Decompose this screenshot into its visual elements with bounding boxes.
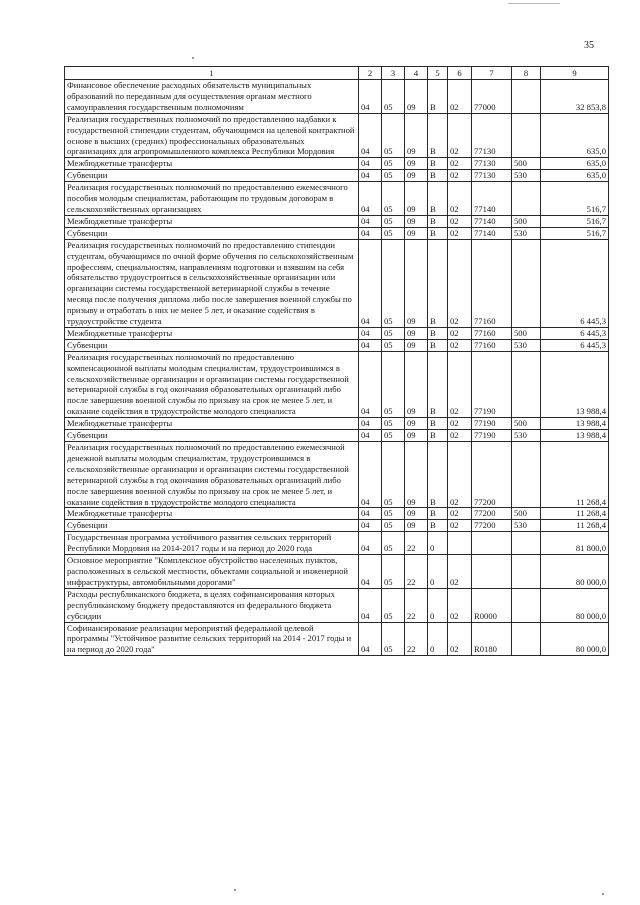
table-row [65,158,609,170]
code-col-6: 02 [448,215,472,227]
code-col-6: 02 [448,442,472,508]
code-col-2: 04 [359,418,382,430]
code-col-8 [512,532,541,555]
code-col-2: 04 [359,215,382,227]
code-col-8 [512,239,541,327]
code-col-4: 09 [405,239,428,327]
code-col-6: 02 [448,622,472,656]
code-col-5: В [428,520,448,532]
header-cell: 6 [448,67,472,80]
table-row [65,80,609,114]
code-col-5: 0 [428,622,448,656]
code-col-3: 05 [382,622,405,656]
code-col-5: В [428,327,448,339]
code-col-5: В [428,351,448,417]
code-col-8 [512,113,541,158]
code-col-8 [512,182,541,216]
code-col-6: 02 [448,430,472,442]
amount-cell: 81 800,0 [541,532,609,555]
row-name: Межбюджетные трансферты [65,418,359,430]
code-col-4: 09 [405,327,428,339]
table-row [65,418,609,430]
header-cell: 9 [541,67,609,80]
code-col-6: 02 [448,113,472,158]
amount-cell: 80 000,0 [541,622,609,656]
table-row [65,327,609,339]
code-col-8: 500 [512,215,541,227]
row-name: Реализация государственных полномочий по предоставлению стипендии студентам, обучающимся по очной форме обучения по сельскохозяйственным профессиям, специальностям, направлениям подготовки и взявшим на себя обязательство трудоустроиться в сельскохозяйственные организации или организации системы государственной ветеринарной службы в течение месяца после получения диплома либо после завершения военной службы по призыву и отработать в них не менее 5 лет, и оказание содействия в трудоустройстве студента [65,239,359,327]
code-col-2: 04 [359,80,382,114]
code-col-2: 04 [359,158,382,170]
code-col-4: 09 [405,442,428,508]
code-col-8 [512,351,541,417]
code-col-4: 22 [405,588,428,622]
amount-cell: 635,0 [541,113,609,158]
scan-edge-mark [508,3,560,4]
code-col-8 [512,442,541,508]
code-col-3: 05 [382,430,405,442]
code-col-7: 77140 [472,215,512,227]
code-col-5: 0 [428,555,448,589]
code-col-6: 02 [448,588,472,622]
code-col-5: В [428,227,448,239]
code-col-5: 0 [428,532,448,555]
code-col-4: 09 [405,430,428,442]
row-name: Субвенции [65,520,359,532]
code-col-6: 02 [448,227,472,239]
code-col-3: 05 [382,351,405,417]
code-col-7: 77130 [472,170,512,182]
code-col-2: 04 [359,520,382,532]
code-col-8: 530 [512,170,541,182]
row-name: Реализация государственных полномочий по предоставлению ежемесячной денежной выплаты молодым специалистам, трудоустроившимся в сельскохозяйственные организации и организации системы государственной ветеринарной службы в год окончания образовательных организаций либо после завершения военной службы по призыву на срок не менее 5 лет, и оказание содействия в трудоустройстве молодого специалиста [65,442,359,508]
table-row [65,215,609,227]
code-col-4: 09 [405,215,428,227]
code-col-2: 04 [359,113,382,158]
code-col-3: 05 [382,508,405,520]
code-col-8: 530 [512,227,541,239]
code-col-7: 77190 [472,351,512,417]
code-col-2: 04 [359,622,382,656]
code-col-3: 05 [382,520,405,532]
scan-speck [192,57,194,59]
code-col-7 [472,532,512,555]
code-col-7: 77200 [472,520,512,532]
code-col-6: 02 [448,351,472,417]
code-col-5: В [428,508,448,520]
header-cell: 5 [428,67,448,80]
code-col-6 [448,532,472,555]
amount-cell: 80 000,0 [541,588,609,622]
code-col-8 [512,80,541,114]
code-col-4: 09 [405,113,428,158]
code-col-2: 04 [359,227,382,239]
code-col-5: В [428,442,448,508]
code-col-7: 77200 [472,442,512,508]
code-col-3: 05 [382,442,405,508]
code-col-3: 05 [382,588,405,622]
code-col-6: 02 [448,508,472,520]
code-col-2: 04 [359,508,382,520]
code-col-5: В [428,418,448,430]
code-col-2: 04 [359,555,382,589]
row-name: Государственная программа устойчивого развития сельских территорий Республики Мордовия на 2014-2017 годы и на период до 2020 года [65,532,359,555]
code-col-6: 02 [448,158,472,170]
table-row [65,588,609,622]
row-name: Межбюджетные трансферты [65,158,359,170]
amount-cell: 13 988,4 [541,430,609,442]
code-col-3: 05 [382,215,405,227]
table-row [65,351,609,417]
code-col-4: 09 [405,182,428,216]
row-name: Основное мероприятие "Комплексное обустройство населенных пунктов, расположенных в сельской местности, объектами социальной и инженерной инфраструктуры, автомобильными дорогами" [65,555,359,589]
code-col-2: 04 [359,239,382,327]
code-col-6: 02 [448,182,472,216]
code-col-5: В [428,170,448,182]
code-col-6: 02 [448,555,472,589]
table-row [65,555,609,589]
code-col-3: 05 [382,182,405,216]
table-row [65,442,609,508]
code-col-3: 05 [382,555,405,589]
table-row [65,170,609,182]
code-col-5: В [428,430,448,442]
code-col-8: 500 [512,158,541,170]
amount-cell: 11 268,4 [541,442,609,508]
code-col-3: 05 [382,80,405,114]
table-row [65,532,609,555]
code-col-4: 09 [405,80,428,114]
amount-cell: 11 268,4 [541,508,609,520]
code-col-5: В [428,182,448,216]
scan-speck [234,889,236,891]
amount-cell: 516,7 [541,227,609,239]
code-col-4: 22 [405,555,428,589]
code-col-4: 09 [405,351,428,417]
amount-cell: 13 988,4 [541,351,609,417]
code-col-4: 22 [405,622,428,656]
code-col-6: 02 [448,80,472,114]
row-name: Межбюджетные трансферты [65,215,359,227]
code-col-2: 04 [359,327,382,339]
header-cell: 8 [512,67,541,80]
code-col-2: 04 [359,182,382,216]
scan-speck [602,893,604,895]
row-name: Субвенции [65,339,359,351]
table-row [65,622,609,656]
code-col-3: 05 [382,418,405,430]
code-col-3: 05 [382,239,405,327]
code-col-8: 500 [512,327,541,339]
amount-cell: 516,7 [541,182,609,216]
row-name: Реализация государственных полномочий по предоставлению надбавки к государственной стипендии студентам, обучающимся на целевой контрактной основе в высших (средних) профессиональных образовательных организациях для агропромышленного комплекса Республики Мордовия [65,113,359,158]
row-name: Субвенции [65,170,359,182]
amount-cell: 635,0 [541,170,609,182]
row-name: Софинансирование реализации мероприятий федеральной целевой программы "Устойчивое развитие сельских территорий на 2014 - 2017 годы и на период до 2020 года" [65,622,359,656]
code-col-7: 77130 [472,158,512,170]
code-col-7: R0180 [472,622,512,656]
code-col-3: 05 [382,113,405,158]
table-row [65,339,609,351]
code-col-4: 09 [405,158,428,170]
code-col-7: 77130 [472,113,512,158]
code-col-2: 04 [359,430,382,442]
code-col-4: 09 [405,227,428,239]
code-col-8 [512,622,541,656]
code-col-5: В [428,215,448,227]
code-col-6: 02 [448,170,472,182]
row-name: Финансовое обеспечение расходных обязательств муниципальных образований по переданным для осуществления органам местного самоуправления государственным полномочиям [65,80,359,114]
code-col-8: 500 [512,418,541,430]
header-cell: 3 [382,67,405,80]
code-col-7: 77190 [472,430,512,442]
row-name: Субвенции [65,227,359,239]
header-cell: 4 [405,67,428,80]
table-row [65,239,609,327]
table-row [65,430,609,442]
code-col-7: 77160 [472,239,512,327]
header-cell: 1 [65,67,359,80]
code-col-8: 530 [512,430,541,442]
code-col-6: 02 [448,327,472,339]
code-col-7 [472,555,512,589]
code-col-4: 09 [405,508,428,520]
code-col-8: 500 [512,508,541,520]
row-name: Межбюджетные трансферты [65,508,359,520]
amount-cell: 6 445,3 [541,239,609,327]
amount-cell: 6 445,3 [541,327,609,339]
code-col-2: 04 [359,532,382,555]
code-col-7: 77200 [472,508,512,520]
table-row [65,520,609,532]
code-col-7: R0000 [472,588,512,622]
code-col-8 [512,555,541,589]
code-col-4: 22 [405,532,428,555]
code-col-5: В [428,158,448,170]
code-col-7: 77140 [472,227,512,239]
code-col-3: 05 [382,532,405,555]
row-name: Межбюджетные трансферты [65,327,359,339]
code-col-2: 04 [359,588,382,622]
header-cell: 2 [359,67,382,80]
code-col-3: 05 [382,339,405,351]
code-col-6: 02 [448,239,472,327]
code-col-7: 77160 [472,327,512,339]
row-name: Реализация государственных полномочий по предоставлению ежемесячного пособия молодым специалистам, работающим по трудовым договорам в сельскохозяйственных организациях [65,182,359,216]
row-name: Реализация государственных полномочий по предоставлению компенсационной выплаты молодым специалистам, трудоустроившимся в сельскохозяйственные организации и организации системы государственной ветеринарной службы в год окончания образовательных организаций либо после завершения военной службы по призыву на срок не менее 5 лет, и оказание содействия в трудоустройстве молодого специалиста [65,351,359,417]
amount-cell: 80 000,0 [541,555,609,589]
row-name: Расходы республиканского бюджета, в целях софинансирования которых республиканскому бюджету предоставляются из федерального бюджета субсидии [65,588,359,622]
code-col-6: 02 [448,520,472,532]
code-col-2: 04 [359,170,382,182]
code-col-5: 0 [428,588,448,622]
code-col-7: 77190 [472,418,512,430]
code-col-2: 04 [359,442,382,508]
amount-cell: 13 988,4 [541,418,609,430]
code-col-3: 05 [382,227,405,239]
code-col-6: 02 [448,339,472,351]
code-col-4: 09 [405,170,428,182]
table-header-row [65,67,609,80]
code-col-8 [512,588,541,622]
code-col-2: 04 [359,339,382,351]
table-row [65,182,609,216]
code-col-3: 05 [382,158,405,170]
code-col-3: 05 [382,327,405,339]
code-col-4: 09 [405,339,428,351]
code-col-4: 09 [405,418,428,430]
code-col-2: 04 [359,351,382,417]
amount-cell: 11 268,4 [541,520,609,532]
table-row [65,113,609,158]
code-col-4: 09 [405,520,428,532]
table-row [65,508,609,520]
budget-table [64,66,609,656]
header-cell: 7 [472,67,512,80]
code-col-6: 02 [448,418,472,430]
code-col-8: 530 [512,339,541,351]
code-col-7: 77000 [472,80,512,114]
row-name: Субвенции [65,430,359,442]
page-number: 35 [584,40,594,51]
amount-cell: 516,7 [541,215,609,227]
amount-cell: 635,0 [541,158,609,170]
code-col-3: 05 [382,170,405,182]
code-col-5: В [428,339,448,351]
code-col-5: В [428,113,448,158]
code-col-5: В [428,239,448,327]
code-col-7: 77140 [472,182,512,216]
code-col-5: В [428,80,448,114]
table-row [65,227,609,239]
code-col-8: 530 [512,520,541,532]
amount-cell: 32 853,8 [541,80,609,114]
amount-cell: 6 445,3 [541,339,609,351]
code-col-7: 77160 [472,339,512,351]
